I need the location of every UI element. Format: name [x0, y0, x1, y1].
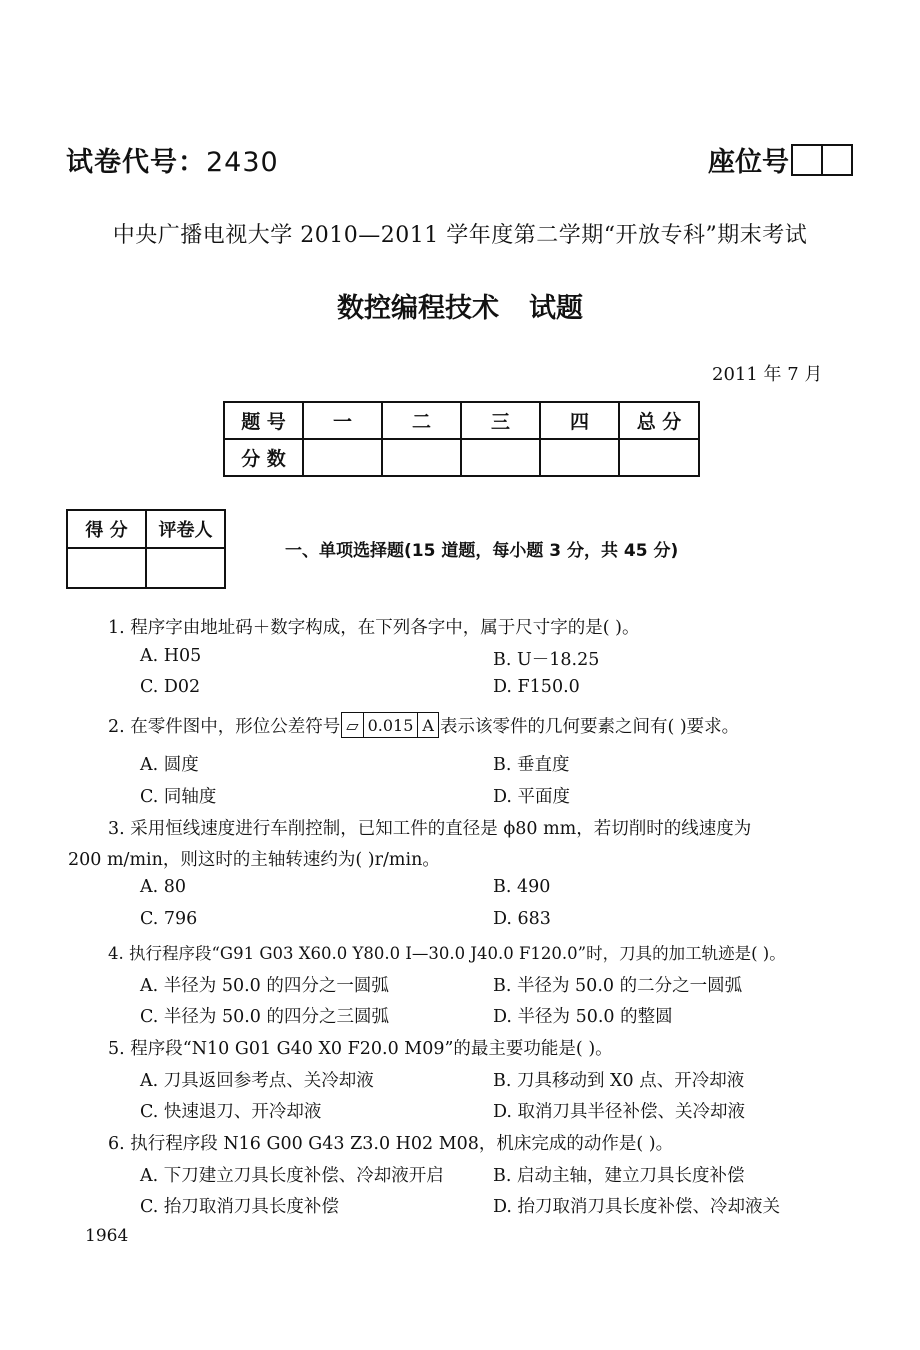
question-4-option-b: B. 半径为 50.0 的二分之一圆弧	[493, 976, 743, 996]
grader-score-label: 得 分	[67, 510, 146, 548]
score-header-cell: 四	[540, 402, 619, 439]
question-6-option-b: B. 启动主轴，建立刀具长度补偿	[493, 1166, 745, 1186]
question-1-option-b: B. U－18.25	[493, 650, 600, 670]
question-5-option-b: B. 刀具移动到 X0 点、开冷却液	[493, 1071, 745, 1091]
flatness-symbol-icon: ▱	[346, 715, 359, 735]
tolerance-frame	[341, 712, 439, 738]
question-2-stem	[108, 712, 739, 738]
question-1-option-c: C. D02	[140, 677, 201, 697]
question-6-option-c: C. 抬刀取消刀具长度补偿	[140, 1197, 339, 1217]
score-cell	[303, 439, 382, 476]
question-4-option-d: D. 半径为 50.0 的整圆	[493, 1007, 673, 1027]
question-6-stem: 6. 执行程序段 N16 G00 G43 Z3.0 H02 M08，机床完成的动作是( )。	[108, 1134, 674, 1154]
score-header-cell: 一	[303, 402, 382, 439]
exam-code	[66, 140, 279, 179]
question-2-stem-after: 表示该零件的几何要素之间有( )要求。	[439, 716, 740, 737]
question-5-option-c: C. 快速退刀、开冷却液	[140, 1102, 322, 1122]
grader-name-label: 评卷人	[146, 510, 225, 548]
seat-number	[708, 140, 853, 179]
question-4-stem: 4. 执行程序段“G91 G03 X60.0 Y80.0 I—30.0 J40.0 F120.0”时，刀具的加工轨迹是( )。	[108, 944, 786, 963]
score-header-cell: 三	[461, 402, 540, 439]
question-6-option-d: D. 抬刀取消刀具长度补偿、冷却液关	[493, 1197, 781, 1217]
score-header-cell: 总 分	[619, 402, 699, 439]
score-header-cell: 二	[382, 402, 461, 439]
tolerance-value: 0.015	[363, 713, 418, 737]
question-1-stem: 1. 程序字由地址码＋数字构成，在下列各字中，属于尺寸字的是( )。	[108, 618, 640, 638]
question-3-option-d: D. 683	[493, 909, 551, 929]
section-heading: 一、单项选择题(15 道题，每小题 3 分，共 45 分)	[285, 541, 679, 561]
question-3-option-b: B. 490	[493, 877, 551, 897]
seat-number-boxes	[791, 144, 853, 176]
question-4-option-a: A. 半径为 50.0 的四分之一圆弧	[140, 976, 389, 996]
score-cell	[540, 439, 619, 476]
title-suffix: 试题	[529, 293, 583, 324]
university-line: 中央广播电视大学 2010—2011 学年度第二学期“开放专科”期末考试	[112, 223, 808, 248]
exam-date: 2011 年 7 月	[712, 364, 823, 385]
question-1-option-a: A. H05	[140, 646, 202, 666]
question-5-option-d: D. 取消刀具半径补偿、关冷却液	[493, 1102, 746, 1122]
grader-score-cell	[67, 548, 146, 588]
question-2-option-a: A. 圆度	[140, 755, 199, 775]
score-cell	[382, 439, 461, 476]
question-1-option-d: D. F150.0	[493, 677, 580, 697]
exam-code-label: 试卷代号：	[66, 147, 206, 178]
question-3-stem-line2: 200 m/min，则这时的主轴转速约为( )r/min。	[68, 850, 440, 870]
grader-table	[66, 509, 226, 589]
question-6-option-a: A. 下刀建立刀具长度补偿、冷却液开启	[140, 1166, 444, 1186]
question-3-stem-line1: 3. 采用恒线速度进行车削控制，已知工件的直径是 ϕ80 mm，若切削时的线速度为	[108, 819, 752, 839]
question-2-option-c: C. 同轴度	[140, 787, 217, 807]
score-cell	[461, 439, 540, 476]
score-table	[223, 401, 700, 477]
page-number: 1964	[85, 1226, 129, 1246]
question-4-option-c: C. 半径为 50.0 的四分之三圆弧	[140, 1007, 389, 1027]
exam-code-value: 2430	[206, 147, 279, 178]
title-main: 数控编程技术	[337, 293, 499, 324]
question-2-option-d: D. 平面度	[493, 787, 571, 807]
tolerance-datum: A	[417, 713, 438, 737]
exam-title	[0, 286, 920, 325]
score-header-cell: 题 号	[224, 402, 303, 439]
question-3-option-a: A. 80	[140, 877, 187, 897]
question-3-option-c: C. 796	[140, 909, 198, 929]
question-2-stem-before: 2. 在零件图中，形位公差符号	[108, 716, 341, 737]
question-2-option-b: B. 垂直度	[493, 755, 570, 775]
question-5-stem: 5. 程序段“N10 G01 G40 X0 F20.0 M09”的最主要功能是( )。	[108, 1039, 613, 1059]
score-row-label: 分 数	[224, 439, 303, 476]
score-cell	[619, 439, 699, 476]
score-table-score-row	[224, 439, 699, 476]
score-table-header-row	[224, 402, 699, 439]
seat-label: 座位号	[708, 147, 789, 178]
question-5-option-a: A. 刀具返回参考点、关冷却液	[140, 1071, 374, 1091]
grader-name-cell	[146, 548, 225, 588]
